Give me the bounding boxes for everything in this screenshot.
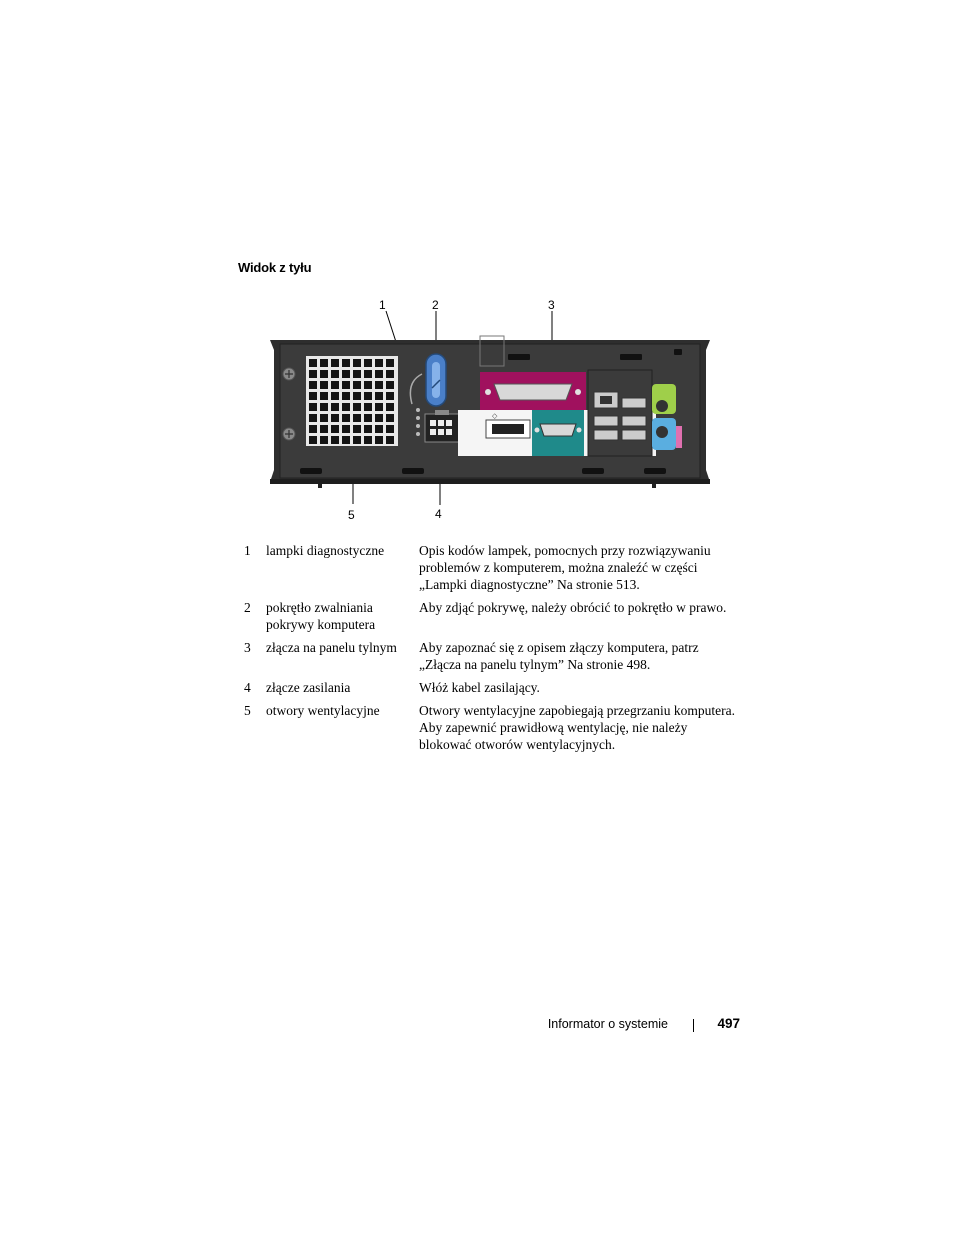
- vent-hole: [353, 381, 361, 389]
- vent-hole: [342, 359, 350, 367]
- footer-title: Informator o systemie: [547, 1017, 668, 1031]
- legend-number: 3: [244, 640, 251, 655]
- rear-view-figure: [260, 292, 720, 527]
- legend-description: Opis kodów lampek, pomocnych przy rozwiązywaniu problemów z komputerem, można znaleźć w części „Lampki diagnostyczne” Na stronie 513.: [419, 543, 711, 592]
- legend-term: lampki diagnostyczne: [266, 543, 385, 558]
- vent-hole: [331, 425, 339, 433]
- vent-hole: [342, 370, 350, 378]
- vent-hole: [320, 392, 328, 400]
- vent-hole: [375, 425, 383, 433]
- vent-hole: [309, 359, 317, 367]
- legend-table: [244, 542, 740, 759]
- vent-hole: [331, 414, 339, 422]
- vent-hole: [309, 436, 317, 444]
- vent-hole: [320, 414, 328, 422]
- legend-description: Aby zdjąć pokrywę, należy obrócić to pokrętło w prawo.: [419, 600, 727, 615]
- vent-hole: [364, 392, 372, 400]
- legend-term: otwory wentylacyjne: [266, 703, 380, 718]
- vent-hole: [353, 392, 361, 400]
- callout-3: 3: [548, 298, 555, 312]
- vent-hole: [375, 392, 383, 400]
- vent-hole: [331, 403, 339, 411]
- callout-2: 2: [432, 298, 439, 312]
- vent-hole: [320, 370, 328, 378]
- vent-hole: [364, 414, 372, 422]
- vent-hole: [375, 359, 383, 367]
- parallel-port: [480, 372, 586, 410]
- legend-description: Włóż kabel zasilający.: [419, 680, 540, 695]
- vent-hole: [320, 359, 328, 367]
- vent-hole: [386, 425, 394, 433]
- cover-release-knob: [426, 354, 446, 406]
- callout-5: 5: [348, 508, 355, 522]
- vent-hole: [386, 370, 394, 378]
- vent-hole: [342, 425, 350, 433]
- legend-description: Otwory wentylacyjne zapobiegają przegrzaniu komputera. Aby zapewnić prawidłową wentylację, nie należy blokować otworów wentylacyjnych.: [419, 703, 735, 752]
- vent-hole: [342, 381, 350, 389]
- legend-number: 1: [244, 543, 251, 558]
- legend-term: złącze zasilania: [266, 680, 351, 695]
- vent-hole: [353, 403, 361, 411]
- vent-hole: [331, 436, 339, 444]
- legend-number: 5: [244, 703, 251, 718]
- vent-hole: [353, 425, 361, 433]
- vent-hole: [353, 414, 361, 422]
- footer-separator: [693, 1019, 694, 1032]
- vent-hole: [309, 403, 317, 411]
- vent-hole: [342, 392, 350, 400]
- table-row: [244, 679, 740, 702]
- vent-hole: [309, 392, 317, 400]
- vent-hole: [320, 381, 328, 389]
- vent-hole: [320, 436, 328, 444]
- computer-rear-illustration: [260, 292, 720, 527]
- vent-hole: [375, 381, 383, 389]
- table-row: [244, 542, 740, 599]
- legend-term: złącza na panelu tylnym: [266, 640, 397, 655]
- table-row: [244, 702, 740, 759]
- vent-hole: [364, 370, 372, 378]
- vent-hole: [331, 381, 339, 389]
- vent-hole: [386, 359, 394, 367]
- vent-hole: [342, 414, 350, 422]
- vent-hole: [320, 403, 328, 411]
- svg-text:◇: ◇: [492, 412, 498, 420]
- vent-hole: [331, 392, 339, 400]
- table-row: [244, 639, 740, 679]
- section-heading: Widok z tyłu: [238, 260, 312, 275]
- legend-description: Aby zapoznać się z opisem złączy komputera, patrz „Złącza na panelu tylnym” Na stronie 498.: [419, 640, 699, 672]
- vent-hole: [364, 425, 372, 433]
- vent-hole: [342, 403, 350, 411]
- vent-hole: [386, 414, 394, 422]
- vent-hole: [364, 436, 372, 444]
- table-row: [244, 599, 740, 639]
- page-footer: [480, 1017, 742, 1035]
- vent-hole: [353, 370, 361, 378]
- vent-hole: [353, 359, 361, 367]
- vent-hole: [364, 381, 372, 389]
- vent-hole: [386, 392, 394, 400]
- vent-hole: [353, 436, 361, 444]
- vent-hole: [309, 414, 317, 422]
- vent-hole: [386, 436, 394, 444]
- vent-hole: [375, 414, 383, 422]
- vent-hole: [342, 436, 350, 444]
- legend-term: pokrętło zwalniania pokrywy komputera: [266, 600, 376, 632]
- callout-4: 4: [435, 507, 442, 521]
- network-usb-block: [588, 370, 652, 456]
- vent-hole: [375, 436, 383, 444]
- page-number: 497: [717, 1016, 740, 1031]
- vent-hole: [375, 403, 383, 411]
- vent-hole: [320, 425, 328, 433]
- legend-number: 4: [244, 680, 251, 695]
- vent-hole: [364, 359, 372, 367]
- vent-hole: [386, 381, 394, 389]
- vent-hole: [331, 359, 339, 367]
- serial-port: [532, 410, 584, 456]
- vent-hole: [309, 381, 317, 389]
- vent-hole: [309, 370, 317, 378]
- vent-hole: [386, 403, 394, 411]
- vent-hole: [331, 370, 339, 378]
- ventilation-grid: [306, 356, 398, 446]
- vent-hole: [375, 370, 383, 378]
- callout-1: 1: [379, 298, 386, 312]
- power-connector: [425, 410, 459, 442]
- vent-hole: [309, 425, 317, 433]
- vent-hole: [364, 403, 372, 411]
- legend-number: 2: [244, 600, 251, 615]
